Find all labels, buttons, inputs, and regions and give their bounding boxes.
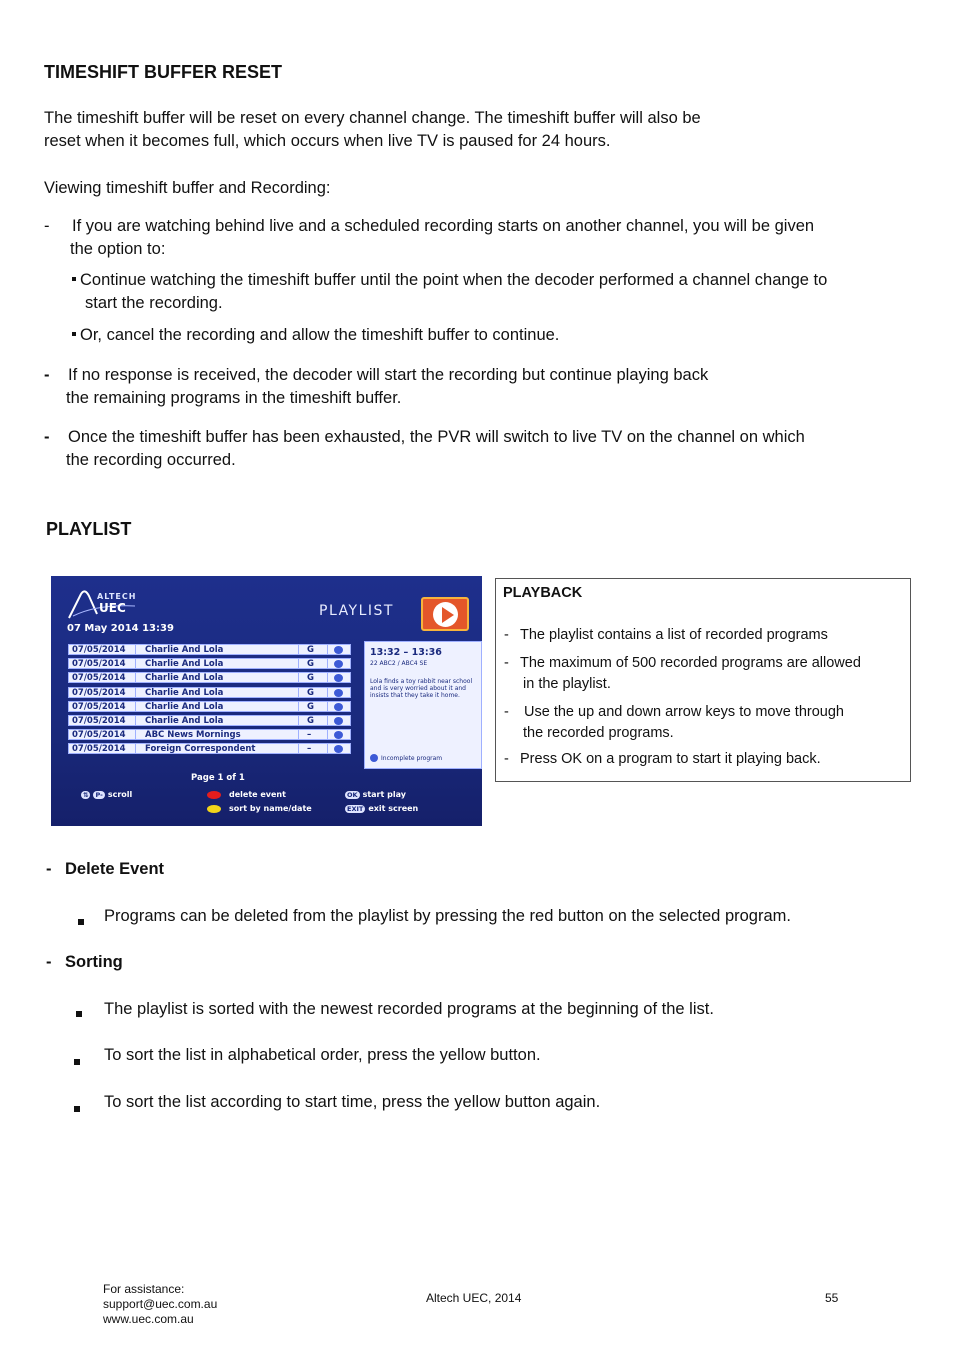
list-dash: - bbox=[44, 428, 50, 446]
row-rating: G bbox=[307, 645, 314, 655]
row-name: Charlie And Lola bbox=[145, 715, 224, 726]
playlist-screenshot bbox=[51, 576, 482, 826]
delete-label: delete event bbox=[229, 790, 286, 799]
page-key-icon: P- bbox=[95, 791, 103, 799]
row-name: Foreign Correspondent bbox=[145, 744, 256, 755]
list-dash: - bbox=[44, 217, 50, 235]
row-date: 07/05/2014 bbox=[72, 730, 126, 741]
scroll-label: scroll bbox=[107, 790, 133, 799]
sub-list-item bbox=[72, 324, 559, 347]
recording-row[interactable] bbox=[68, 644, 351, 655]
paragraph-line: The timeshift buffer will be reset on every channel change. The timeshift buffer will also be bbox=[44, 109, 701, 127]
section-heading-timeshift: TIMESHIFT BUFFER RESET bbox=[44, 62, 282, 82]
recording-icon bbox=[334, 646, 343, 654]
paragraph-line: reset when it becomes full, which occurs when live TV is paused for 24 hours. bbox=[44, 132, 611, 150]
row-name: Charlie And Lola bbox=[145, 701, 224, 712]
recording-icon bbox=[334, 689, 343, 697]
bullet-icon bbox=[72, 277, 76, 281]
row-date: 07/05/2014 bbox=[72, 744, 126, 755]
bullet-icon bbox=[74, 1052, 80, 1070]
arrows-key-icon: ⇅ bbox=[83, 791, 89, 799]
row-date: 07/05/2014 bbox=[72, 673, 126, 684]
ok-key-icon: OK bbox=[347, 791, 358, 799]
bullet-icon bbox=[76, 1004, 82, 1022]
playback-bullet: Press OK on a program to start it playing back. bbox=[520, 751, 821, 767]
bullet-icon bbox=[72, 332, 76, 336]
recording-icon bbox=[334, 660, 343, 668]
playback-bullet: Use the up and down arrow keys to move through bbox=[524, 704, 844, 720]
list-dash: - bbox=[504, 751, 509, 767]
sorting-heading: Sorting bbox=[65, 953, 123, 971]
incomplete-recording-icon bbox=[334, 731, 343, 739]
playback-bullet: The playlist contains a list of recorded programs bbox=[520, 627, 828, 643]
recording-row[interactable] bbox=[68, 729, 351, 740]
playback-box bbox=[495, 578, 911, 782]
yellow-button-icon bbox=[207, 805, 221, 813]
brand: UEC bbox=[99, 601, 126, 615]
row-date: 07/05/2014 bbox=[72, 687, 126, 698]
section-heading-playlist: PLAYLIST bbox=[46, 519, 132, 539]
recording-row[interactable] bbox=[68, 701, 351, 712]
info-channel: 22 ABC2 / ABC4 SE bbox=[370, 660, 428, 667]
row-date: 07/05/2014 bbox=[72, 659, 126, 670]
list-dash: - bbox=[44, 366, 50, 384]
tv-datetime: 07 May 2014 13:39 bbox=[67, 623, 174, 634]
row-name: ABC News Mornings bbox=[145, 730, 241, 741]
exit-key-icon: EXIT bbox=[347, 805, 364, 813]
footer-page-number: 55 bbox=[825, 1291, 839, 1305]
row-name: Charlie And Lola bbox=[145, 673, 224, 684]
red-button-icon bbox=[207, 791, 221, 799]
delete-event-text: Programs can be deleted from the playlist by pressing the red button on the selected program. bbox=[104, 907, 791, 925]
sub-list-item-cont: start the recording. bbox=[85, 294, 223, 312]
info-time: 13:32 – 13:36 bbox=[370, 647, 442, 658]
list-dash: - bbox=[504, 704, 509, 720]
recordings-list bbox=[68, 644, 351, 758]
scroll-hint bbox=[81, 790, 132, 799]
row-name: Charlie And Lola bbox=[145, 687, 224, 698]
row-rating: G bbox=[307, 701, 314, 712]
footer-assist bbox=[103, 1282, 217, 1327]
list-dash: - bbox=[46, 953, 52, 971]
list-dash: - bbox=[504, 655, 509, 671]
sub-item-text: Or, cancel the recording and allow the timeshift buffer to continue. bbox=[80, 326, 560, 344]
sorting-text: The playlist is sorted with the newest recorded programs at the beginning of the list. bbox=[104, 1000, 714, 1018]
recording-icon bbox=[334, 674, 343, 682]
info-incomplete: Incomplete program bbox=[381, 755, 443, 762]
list-item-cont: the option to: bbox=[70, 240, 166, 258]
row-date: 07/05/2014 bbox=[72, 645, 126, 655]
row-rating: – bbox=[307, 730, 312, 741]
recording-row[interactable] bbox=[68, 687, 351, 698]
recording-row[interactable] bbox=[68, 715, 351, 726]
bullet-icon bbox=[74, 1099, 80, 1117]
footer-web-link[interactable]: www.uec.com.au bbox=[103, 1312, 194, 1326]
paragraph: Viewing timeshift buffer and Recording: bbox=[44, 179, 331, 197]
recording-row[interactable] bbox=[68, 743, 351, 754]
footer-assist-label: For assistance: bbox=[103, 1282, 185, 1296]
recording-row[interactable] bbox=[68, 658, 351, 669]
delete-hint bbox=[207, 790, 286, 799]
recording-icon bbox=[334, 717, 343, 725]
tv-page-indicator: Page 1 of 1 bbox=[191, 773, 245, 783]
playback-title: PLAYBACK bbox=[503, 585, 583, 601]
play-hint bbox=[345, 790, 406, 799]
sorting-text: To sort the list in alphabetical order, press the yellow button. bbox=[104, 1046, 541, 1064]
row-date: 07/05/2014 bbox=[72, 701, 126, 712]
recording-row[interactable] bbox=[68, 672, 351, 683]
play-icon bbox=[421, 597, 469, 631]
bullet-icon bbox=[78, 912, 84, 930]
tv-title: PLAYLIST bbox=[319, 603, 394, 619]
exit-label: exit screen bbox=[368, 804, 419, 813]
list-item-cont: the remaining programs in the timeshift buffer. bbox=[66, 389, 402, 407]
incomplete-icon bbox=[370, 754, 378, 762]
playback-bullet-cont: in the playlist. bbox=[523, 676, 611, 692]
row-name: Charlie And Lola bbox=[145, 659, 224, 670]
delete-event-heading: Delete Event bbox=[65, 860, 165, 878]
playback-bullet-cont: the recorded programs. bbox=[523, 725, 674, 741]
row-date: 07/05/2014 bbox=[72, 715, 126, 726]
recording-icon bbox=[334, 703, 343, 711]
row-rating: G bbox=[307, 659, 314, 670]
footer-email-link[interactable]: support@uec.com.au bbox=[103, 1297, 218, 1311]
exit-hint bbox=[345, 804, 418, 813]
sort-hint bbox=[207, 804, 312, 813]
recording-icon bbox=[334, 745, 343, 753]
row-rating: – bbox=[307, 744, 312, 755]
row-name: Charlie And Lola bbox=[145, 645, 224, 655]
playback-bullet: The maximum of 500 recorded programs are allowed bbox=[520, 655, 861, 671]
list-item: If you are watching behind live and a scheduled recording starts on another channel, you will be given bbox=[72, 217, 815, 235]
row-rating: G bbox=[307, 687, 314, 698]
info-synopsis: Lola finds a toy rabbit near school and is very worried about it and insists that they take it home. bbox=[370, 678, 473, 699]
row-rating: G bbox=[307, 673, 314, 684]
start-label: start play bbox=[362, 790, 406, 799]
sort-label: sort by name/date bbox=[229, 804, 312, 813]
brand-small: ALTECH bbox=[97, 592, 137, 601]
program-info-panel bbox=[364, 641, 482, 769]
footer-copyright: Altech UEC, 2014 bbox=[426, 1291, 522, 1305]
sorting-text: To sort the list according to start time, press the yellow button again. bbox=[104, 1093, 601, 1111]
list-item: Once the timeshift buffer has been exhausted, the PVR will switch to live TV on the channel on which bbox=[68, 428, 805, 446]
list-item-cont: the recording occurred. bbox=[66, 451, 236, 469]
list-dash: - bbox=[46, 860, 52, 878]
list-dash: - bbox=[504, 627, 509, 643]
list-item: If no response is received, the decoder will start the recording but continue playing back bbox=[68, 366, 709, 384]
row-rating: G bbox=[307, 715, 314, 726]
sub-list-item bbox=[72, 269, 827, 292]
sub-item-text: Continue watching the timeshift buffer until the point when the decoder performed a channel change to bbox=[80, 271, 828, 289]
